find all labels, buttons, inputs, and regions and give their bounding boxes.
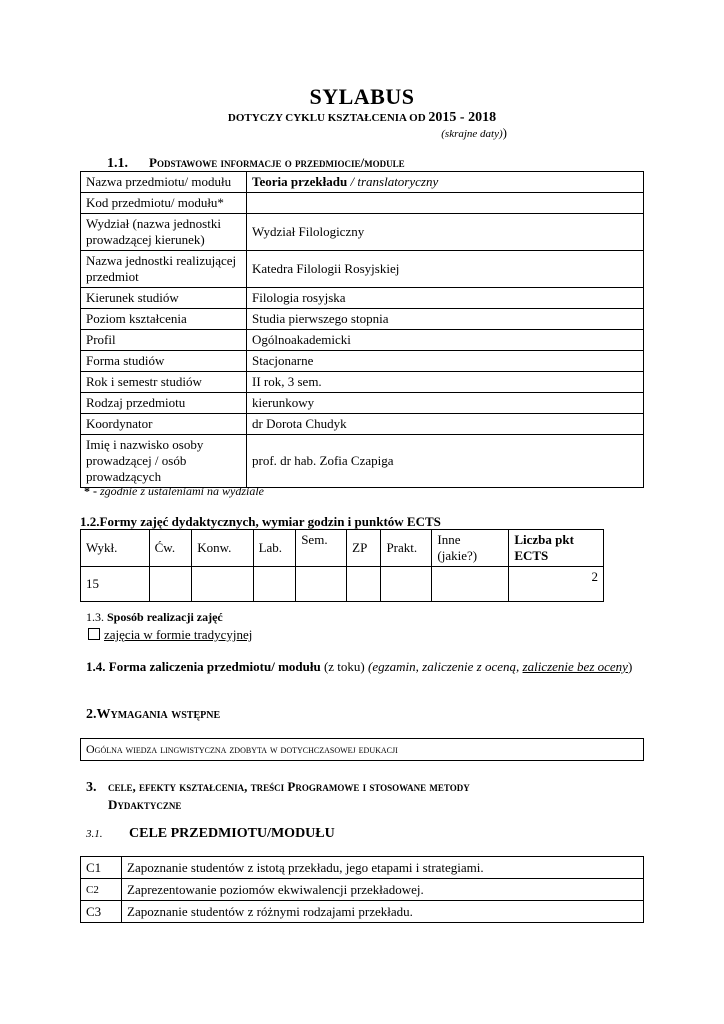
row-value: Studia pierwszego stopnia [247, 309, 644, 330]
section-title: Podstawowe informacje o przedmiocie/module [149, 155, 405, 170]
row-label: Kod przedmiotu/ modułu* [81, 193, 247, 214]
table-row [81, 214, 644, 251]
prerequisites-table [80, 738, 644, 761]
section-title: CELE PRZEDMIOTU/MODUŁU [129, 826, 335, 841]
table-row [81, 351, 644, 372]
assessment-options: (egzamin, zaliczenie z oceną, [368, 659, 523, 674]
value-cell [253, 567, 296, 602]
assessment-context: (z toku) [323, 659, 365, 674]
goal-id: C1 [81, 857, 122, 879]
checkbox-icon[interactable] [88, 628, 100, 640]
section-3-heading [86, 778, 470, 813]
row-value: prof. dr hab. Zofia Czapiga [247, 435, 644, 488]
row-label: Rodzaj przedmiotu [81, 393, 247, 414]
section-1-1-heading [107, 155, 405, 172]
header-cell: Konw. [192, 530, 253, 567]
row-label: Rok i semestr studiów [81, 372, 247, 393]
goal-id: C3 [81, 901, 122, 923]
header-cell: Wykł. [81, 530, 150, 567]
table-row [81, 567, 604, 602]
section-number: 1.3. [86, 610, 104, 624]
goal-text: Zapoznanie studentów z różnymi rodzajami przekładu. [122, 901, 644, 923]
value-cell: 15 [81, 567, 150, 602]
section-3-line-1 [86, 778, 470, 796]
row-label: Profil [81, 330, 247, 351]
traditional-mode-option[interactable] [88, 627, 252, 643]
table-row [81, 857, 644, 879]
section-3-line-2: Dydaktyczne [108, 797, 182, 812]
table-row [81, 193, 644, 214]
header-cell: Lab. [253, 530, 296, 567]
cycle-years: 2015 - 2018 [428, 110, 497, 125]
header-cell: ZP [347, 530, 381, 567]
goal-text: Zaprezentowanie poziomów ekwiwalencji przekładowej. [122, 879, 644, 901]
section-2-heading: 2.Wymagania wstępne [86, 707, 221, 722]
row-label: Imię i nazwisko osoby prowadzącej / osób prowadzących [81, 435, 247, 488]
table-row [81, 393, 644, 414]
table-row [81, 372, 644, 393]
section-title: 1.4. Forma zaliczenia przedmiotu/ modułu [86, 659, 321, 674]
row-value: Katedra Filologii Rosyjskiej [247, 251, 644, 288]
assessment-close: ) [627, 659, 633, 674]
section-title: cele, efekty kształcenia, treści Programowe i stosowane metody [108, 779, 470, 794]
course-goals-table [80, 856, 644, 923]
value-cell [149, 567, 192, 602]
option-label: zajęcia w formie tradycyjnej [104, 627, 253, 642]
table-header-row [81, 530, 604, 567]
row-label: Kierunek studiów [81, 288, 247, 309]
syllabus-title: SYLABUS [309, 84, 415, 109]
cycle-line [0, 110, 724, 126]
prerequisites-text: Ogólna wiedza lingwistyczna zdobyta w dotychczasowej edukacji [81, 739, 644, 761]
section-number: 3. [86, 780, 97, 795]
section-number: 3.1. [86, 828, 103, 840]
basic-info-table [80, 171, 644, 488]
row-value: kierunkowy [247, 393, 644, 414]
row-label: Wydział (nazwa jednostki prowadzącej kierunek) [81, 214, 247, 251]
section-3-1-heading [86, 826, 335, 842]
row-value: Filologia rosyjska [247, 288, 644, 309]
row-value: Ogólnoakademicki [247, 330, 644, 351]
table-row [81, 414, 644, 435]
row-value: Wydział Filologiczny [247, 214, 644, 251]
row-value: dr Dorota Chudyk [247, 414, 644, 435]
table-row [81, 435, 644, 488]
footnote [84, 484, 264, 499]
course-name-alt: / translatoryczny [347, 174, 439, 189]
row-label: Forma studiów [81, 351, 247, 372]
table-row [81, 288, 644, 309]
selected-assessment: zaliczenie bez oceny [522, 659, 628, 674]
row-label: Koordynator [81, 414, 247, 435]
goal-id: C2 [81, 879, 122, 901]
row-label: Poziom kształcenia [81, 309, 247, 330]
section-title: Sposób realizacji zajęć [107, 610, 223, 624]
table-row [81, 251, 644, 288]
goal-text: Zapoznanie studentów z istotą przekładu, jego etapami i strategiami. [122, 857, 644, 879]
table-row [81, 901, 644, 923]
cycle-note [441, 125, 507, 141]
value-cell [347, 567, 381, 602]
table-row [81, 330, 644, 351]
section-1-2-heading: 1.2.Formy zajęć dydaktycznych, wymiar godzin i punktów ECTS [80, 514, 441, 529]
header-cell: Inne (jakie?) [432, 530, 509, 567]
cycle-note-text: (skrajne daty) [441, 128, 503, 140]
cycle-label: DOTYCZY CYKLU KSZTAŁCENIA OD [227, 112, 426, 124]
value-cell [381, 567, 432, 602]
footnote-star: * - [84, 484, 97, 498]
header-cell: Liczba pkt ECTS [509, 530, 604, 567]
header-cell: Prakt. [381, 530, 432, 567]
section-1-4-heading [86, 659, 646, 675]
row-label: Nazwa jednostki realizującej przedmiot [81, 251, 247, 288]
row-label: Nazwa przedmiotu/ modułu [81, 172, 247, 193]
header-cell: Ćw. [149, 530, 192, 567]
section-number: 1.1. [107, 156, 128, 171]
table-row [81, 172, 644, 193]
cycle-note-paren: ) [502, 125, 507, 140]
table-row [81, 309, 644, 330]
footnote-text: zgodnie z ustaleniami na wydziale [100, 484, 264, 498]
row-value [247, 172, 644, 193]
table-row [81, 739, 644, 761]
class-forms-table [80, 529, 604, 602]
row-value: II rok, 3 sem. [247, 372, 644, 393]
row-value [247, 193, 644, 214]
row-value: Stacjonarne [247, 351, 644, 372]
ects-value-cell: 2 [509, 567, 604, 602]
value-cell [192, 567, 253, 602]
section-1-3-heading [86, 610, 223, 625]
value-cell [432, 567, 509, 602]
header-cell: Sem. [296, 530, 347, 567]
value-cell [296, 567, 347, 602]
course-name: Teoria przekładu [252, 174, 348, 189]
table-row [81, 879, 644, 901]
